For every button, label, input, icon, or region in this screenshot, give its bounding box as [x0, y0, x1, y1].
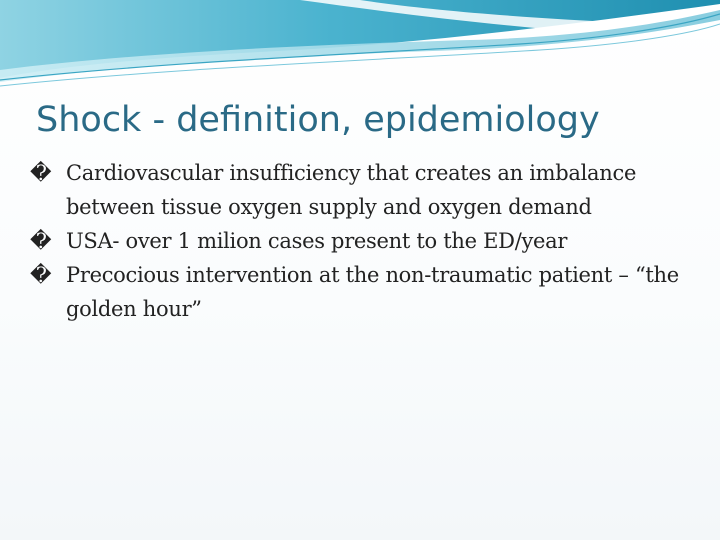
bullet-marker-icon: � — [30, 263, 52, 287]
header-swoosh-decoration — [0, 0, 720, 90]
bullet-item — [30, 258, 696, 326]
bullet-item — [30, 156, 696, 224]
bullet-item — [30, 224, 696, 258]
bullet-text: Cardiovascular insufficiency that creates an imbalance between tissue oxygen supply and oxygen demand — [66, 161, 637, 219]
bullet-text: Precocious intervention at the non-traumatic patient – “the golden hour” — [66, 263, 679, 321]
bullet-marker-icon: � — [30, 229, 52, 253]
bullet-list — [30, 156, 696, 326]
bullet-marker-icon: � — [30, 161, 52, 185]
bullet-text: USA- over 1 milion cases present to the ED/year — [66, 229, 568, 253]
slide-title: Shock - definition, epidemiology — [36, 100, 600, 140]
